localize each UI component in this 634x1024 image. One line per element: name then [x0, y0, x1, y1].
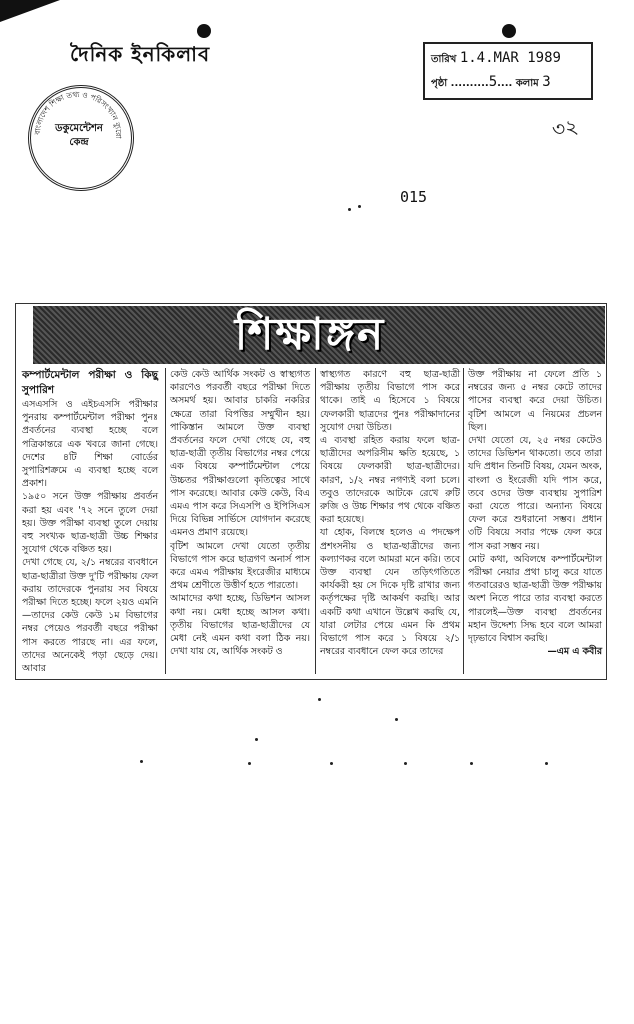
speck	[395, 718, 398, 721]
speck	[330, 762, 333, 765]
scan-corner-mark	[0, 0, 60, 22]
speck	[358, 205, 361, 208]
article-column-4	[468, 368, 602, 658]
punch-hole	[197, 24, 211, 38]
article-signature: —এম এ কবীর	[547, 646, 602, 658]
article-paragraph: এসএসসি ও এইচএসসি পরীক্ষার পুনরায় কম্পার্টমেন্টাল পরীক্ষা পুনঃ প্রবর্তনের ব্যবস্থা হচ্ছে বলে পত্রিকান্তরে এক খবরে জানা গেছে। দেশের ৪টি শিক্ষা বোর্ডের সুপারিশক্রমে এ ব্যবস্থা হচ্ছে বলে প্রকাশ।	[22, 399, 158, 490]
stamp-ring-text: বাংলাদেশ শিক্ষা তথ্য ও পরিসংখ্যান ব্যুরো	[32, 89, 124, 139]
column-value: 3	[542, 74, 551, 90]
section-title: শিক্ষাঙ্গন	[234, 309, 386, 360]
article-headline: কম্পার্টমেন্টাল পরীক্ষা ও কিছু সুপারিশ	[22, 369, 158, 396]
handwritten-note-text: ৩২	[550, 113, 580, 142]
stamp-line-2: কেন্দ্র	[69, 137, 89, 148]
newspaper-masthead: দৈনিক ইনকিলাব	[70, 42, 211, 66]
column-rule	[165, 368, 166, 674]
article-paragraph: উক্ত পরীক্ষায় না ফেলে প্রতি ১ নম্বরের জন্য ৫ নম্বর কেটে তাদের পাসের ব্যবস্থা করে দেয়া উচিত। বৃটিশ আমলে এ নিয়মের প্রচলন ছিল।	[468, 369, 602, 433]
page-column-row: পৃষ্ঠা ..........5.... কলাম 3	[431, 74, 551, 90]
article-paragraph: মোট কথা, অবিলম্বে কম্পার্টমেন্টাল পরীক্ষা নেয়ার প্রথা চালু করে যাতে গতবারেরও ছাত্র-ছাত্রী উক্ত পরীক্ষায় অংশ নিতে পারে তার ব্যবস্থা করতে পারলেই—উক্ত ব্যবস্থা প্রবর্তনের মহান উদ্দেশ্য সিদ্ধ হবে বলে আমরা দৃঢ়ভাবে বিশ্বাস করছি।	[468, 553, 602, 645]
date-stamp-box	[423, 42, 593, 100]
speck	[348, 208, 351, 211]
article-column-1	[22, 368, 158, 675]
article-paragraph: ১৯৫০ সনে উক্ত পরীক্ষায় প্রবর্তন করা হয় এবং '৭২ সনে তুলে দেয়া হয়। উক্ত পরীক্ষা ব্যবস্থা তুলে দেয়ায় বহু সংখ্যক ছাত্র-ছাত্রী উচ্চ শিক্ষার সুযোগ থেকে বঞ্চিত হয়।	[22, 491, 158, 556]
article-paragraph: বৃটিশ আমলে দেখা যেতো তৃতীয় বিভাগে পাস করে ছাত্রগণ অনার্স পাস করে এমএ পরীক্ষায় ইংরেজীর মাধ্যমে প্রথম শ্রেণীতে উত্তীর্ণ হতে পারতো।	[170, 540, 310, 592]
article-paragraph: যা হোক, বিলম্বে হলেও এ পদক্ষেপ প্রশংসনীয় ও ছাত্র-ছাত্রীদের জন্য কল্যাণকর বলে আমরা মনে করি। তবে উক্ত ব্যবস্থা যেন তড়িৎগতিতে কার্যকরী হয় সে দিকে দৃষ্টি রাখার জন্য কর্তৃপক্ষের দৃষ্টি আকর্ষণ করছি। আর একটি কথা এখানে উল্লেখ করছি যে, যারা লেটার পেয়ে এমন কি প্রথম বিভাগে পাস করে ১ বিষয়ে ২/১ নম্বরের ব্যবধানে ফেল করে তাদের	[320, 527, 460, 658]
article-paragraph: দেখা গেছে যে, ২/১ নম্বরের ব্যবধানে ছাত্র-ছাত্রীরা উক্ত দু'টি পরীক্ষায় ফেল করায় তাদেরকে পুনরায় সব বিষয়ে পরীক্ষা দিতে হচ্ছে। ফলে ২য়ও এমনি—তাদের কেউ কেউ ১ম বিভাগের নম্বর পেয়েও পরবর্তী বছরে পরীক্ষা পাস করতে পারছে না। এর ফলে, তাদের অনেকেই পড়া ছেড়ে দেয়। আবার	[22, 557, 158, 675]
page-label: পৃষ্ঠা	[431, 78, 448, 89]
column-rule	[315, 368, 316, 674]
page-value: 5	[488, 74, 498, 90]
article-column-3	[320, 368, 460, 658]
article-paragraph: দেখা যেতো যে, ২৫ নম্বর কেটেও তাদের ডিভিশন থাকতো। তবে তারা যদি প্রধান তিনটি বিষয়, যেমন অংক, বাংলা ও ইংরেজী যদি পাস করে, তবে ওদের উক্ত ব্যবস্থায় সুপারিশ করা যেতে পারে। অন্যান্য বিষয়ে ফেল করে শুধরানো সম্ভব। প্রধান ৩টি বিষয়ে সবার পক্ষে ফেল করে পাস করা সম্ভব নয়।	[468, 435, 602, 552]
speck	[404, 762, 407, 765]
stamp-line-1: ডকুমেন্টেশন	[55, 123, 103, 134]
speck	[545, 762, 548, 765]
stamp-center-text	[48, 122, 110, 150]
speck	[470, 762, 473, 765]
speck	[255, 738, 258, 741]
speck	[248, 762, 251, 765]
article-paragraph: এ ব্যবস্থা রহিত করায় ফলে ছাত্র-ছাত্রীদের অপরিসীম ক্ষতি হয়েছে, ১ বিষয়ে ফেলকারী ছাত্র-ছাত্রীদের। কারণ, ১/২ নম্বর নগণ্যই বলা চলে। তবুও তাদেরকে আটকে রেখে রুটি রুজি ও উচ্চ শিক্ষার পথ থেকে বঞ্চিত করা হয়েছে।	[320, 435, 460, 526]
speck	[318, 698, 321, 701]
column-label: কলাম	[515, 78, 539, 89]
article-paragraph: কেউ কেউ আর্থিক সংকট ও স্বাস্থ্যগত কারণেও পরবর্তী বছরে পরীক্ষা দিতে অসমর্থ হয়। আবার চাকরি নকরির ক্ষেত্রে তারা বিপত্তির সম্মুখীন হয়। পাকিস্তান আমলে উক্ত ব্যবস্থা প্রবর্তনের ফলে দেখা গেছে যে, বহু ছাত্র-ছাত্রী তৃতীয় বিভাগের নম্বর পেয়ে এক বিষয়ে কম্পার্টমেন্টাল পেয়ে উচ্চতর পরীক্ষাগুলো কৃতিত্বের সাথে পাস করেছে। আবার কেউ কেউ, বিএ এমএ পাস করে সিএসপি ও ইপিসিএস দিয়ে বিভিন্ন সার্ভিসে যোগদান করেছে এমনও প্রমাণ রয়েছে।	[170, 369, 310, 539]
speck	[140, 760, 143, 763]
article-paragraph: স্বাস্থ্যগত কারণে বহু ছাত্র-ছাত্রী পরীক্ষায় তৃতীয় বিভাগে পাস করে থাকে। তাই এ হিসেবে ১ বিষয়ে ফেলকারী ছাত্রদের পুনঃ পরীক্ষাদানের সুযোগ দেয়া উচিত।	[320, 369, 460, 433]
archive-page-number: 015	[400, 188, 428, 206]
punch-hole	[502, 24, 516, 38]
date-value: 1.4.MAR 1989	[459, 50, 561, 66]
column-rule	[463, 368, 464, 674]
article-column-2	[170, 368, 310, 658]
date-label: তারিখ	[431, 54, 457, 65]
handwritten-note	[548, 112, 592, 142]
date-row	[431, 50, 561, 69]
article-paragraph: আমাদের কথা হচ্ছে, ডিভিশন আসল কথা নয়। মেধা হচ্ছে আসল কথা। তৃতীয় বিভাগের ছাত্র-ছাত্রীদের যে মেধা নেই এমন কথা বলা ঠিক নয়। দেখা যায় যে, আর্থিক সংকট ও	[170, 593, 310, 658]
